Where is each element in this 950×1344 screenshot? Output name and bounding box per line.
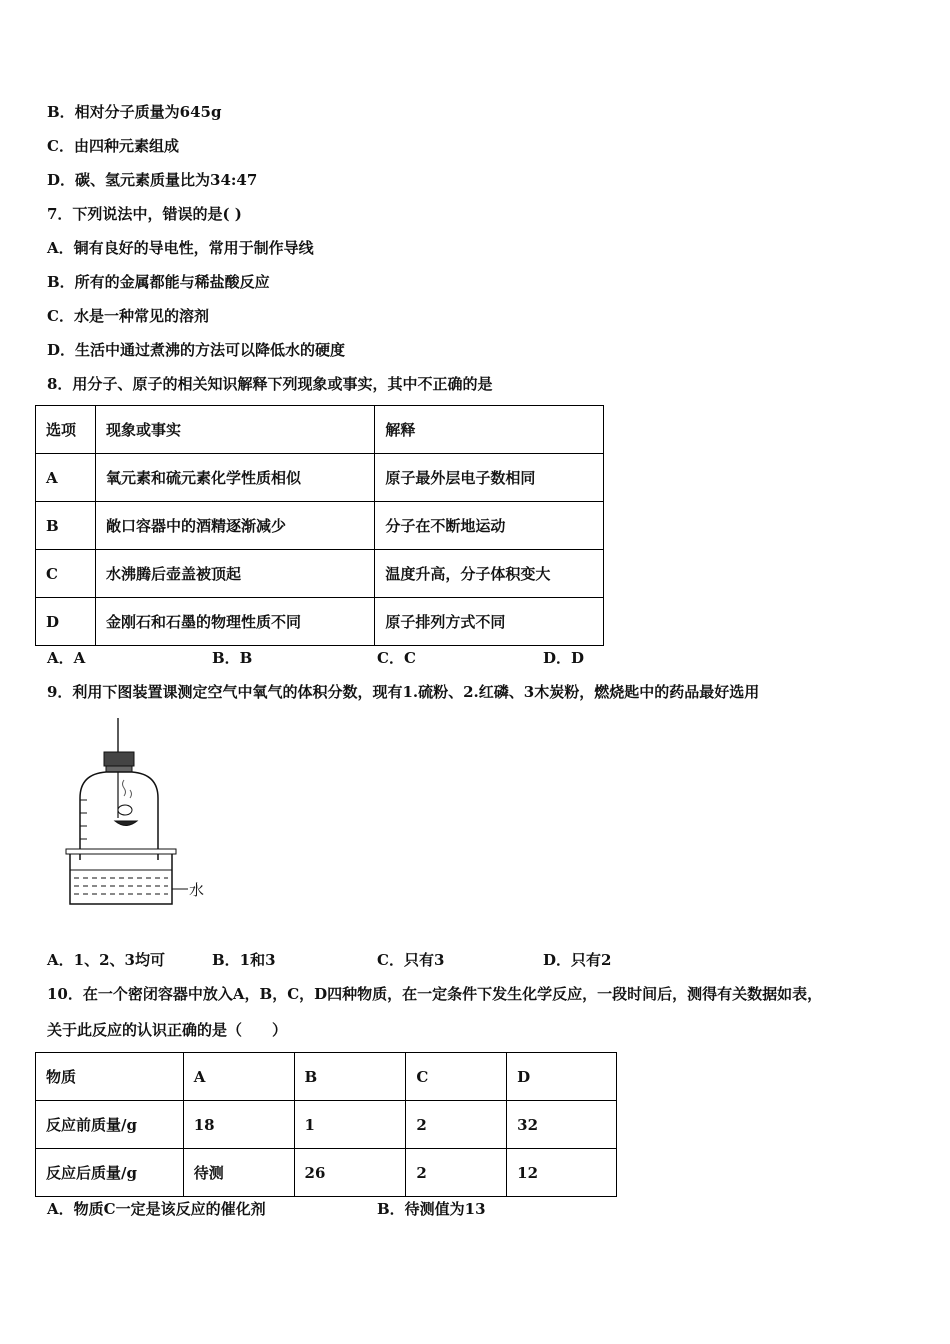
- q10-stem-line2: 关于此反应的认识正确的是（ ）: [47, 1021, 288, 1039]
- table-cell: B: [294, 1053, 406, 1101]
- table-row: [36, 1149, 617, 1197]
- table-row: [36, 454, 604, 502]
- q10-option-a: A．物质C一定是该反应的催化剂: [47, 1200, 266, 1218]
- table-cell: 解释: [375, 406, 604, 454]
- q8-option-a: A．A: [47, 649, 86, 667]
- table-cell: 水沸腾后壶盖被顶起: [95, 550, 374, 598]
- table-cell: A: [36, 454, 96, 502]
- q8-option-b: B．B: [212, 649, 253, 667]
- q9-option-c: C．只有3: [377, 951, 445, 969]
- table-cell: 12: [507, 1149, 617, 1197]
- table-cell: 现象或事实: [95, 406, 374, 454]
- table-cell: 反应前质量/g: [36, 1101, 184, 1149]
- q10-option-b: B．待测值为13: [377, 1200, 486, 1218]
- q7-option-c: C．水是一种常见的溶剂: [47, 307, 209, 325]
- bell-jar-diagram: [60, 718, 220, 913]
- table-row: [36, 502, 604, 550]
- table-cell: 2: [406, 1149, 507, 1197]
- q9-stem: 9．利用下图装置课测定空气中氧气的体积分数，现有1.硫粉、2.红磷、3木炭粉，燃烧匙中的药品最好选用: [47, 683, 760, 701]
- q8-option-d: D．D: [543, 649, 585, 667]
- table-row: [36, 550, 604, 598]
- table-cell: 26: [294, 1149, 406, 1197]
- table-cell: 1: [294, 1101, 406, 1149]
- apparatus-figure: [60, 718, 220, 913]
- q6-option-d: D．碳、氢元素质量比为34:47: [47, 171, 258, 189]
- table-header-row: [36, 1053, 617, 1101]
- table-row: [36, 598, 604, 646]
- table-cell: 分子在不断地运动: [375, 502, 604, 550]
- table-cell: 2: [406, 1101, 507, 1149]
- q9-option-d: D．只有2: [543, 951, 612, 969]
- q9-option-b: B．1和3: [212, 951, 276, 969]
- table-cell: D: [36, 598, 96, 646]
- table-row: [36, 1101, 617, 1149]
- table-cell: D: [507, 1053, 617, 1101]
- q7-option-b: B．所有的金属都能与稀盐酸反应: [47, 273, 270, 291]
- table-header-row: [36, 406, 604, 454]
- table-cell: 原子排列方式不同: [375, 598, 604, 646]
- table-cell: 反应后质量/g: [36, 1149, 184, 1197]
- table-cell: 氧元素和硫元素化学性质相似: [95, 454, 374, 502]
- table-cell: A: [183, 1053, 294, 1101]
- q7-option-d: D．生活中通过煮沸的方法可以降低水的硬度: [47, 341, 346, 359]
- table-cell: 敞口容器中的酒精逐渐减少: [95, 502, 374, 550]
- table-cell: 32: [507, 1101, 617, 1149]
- q8-table: [35, 405, 604, 646]
- q7-option-a: A．铜有良好的导电性，常用于制作导线: [47, 239, 314, 257]
- table-cell: 金刚石和石墨的物理性质不同: [95, 598, 374, 646]
- q6-option-b: B．相对分子质量为645g: [47, 103, 222, 121]
- table-cell: 待测: [183, 1149, 294, 1197]
- table-cell: 物质: [36, 1053, 184, 1101]
- q10-table: [35, 1052, 617, 1197]
- q6-option-c: C．由四种元素组成: [47, 137, 179, 155]
- table-cell: B: [36, 502, 96, 550]
- q8-stem: 8．用分子、原子的相关知识解释下列现象或事实，其中不正确的是: [47, 375, 493, 393]
- table-cell: 18: [183, 1101, 294, 1149]
- q8-option-c: C．C: [377, 649, 416, 667]
- table-cell: 选项: [36, 406, 96, 454]
- q10-stem-line1: 10．在一个密闭容器中放入A，B，C，D四种物质，在一定条件下发生化学反应，一段时间后，测得有关数据如表，: [47, 985, 823, 1003]
- q9-option-a: A．1、2、3均可: [47, 951, 165, 969]
- water-label: 水: [189, 881, 205, 899]
- q7-stem: 7．下列说法中，错误的是( ): [47, 205, 242, 223]
- table-cell: 温度升高，分子体积变大: [375, 550, 604, 598]
- table-cell: C: [36, 550, 96, 598]
- table-cell: 原子最外层电子数相同: [375, 454, 604, 502]
- table-cell: C: [406, 1053, 507, 1101]
